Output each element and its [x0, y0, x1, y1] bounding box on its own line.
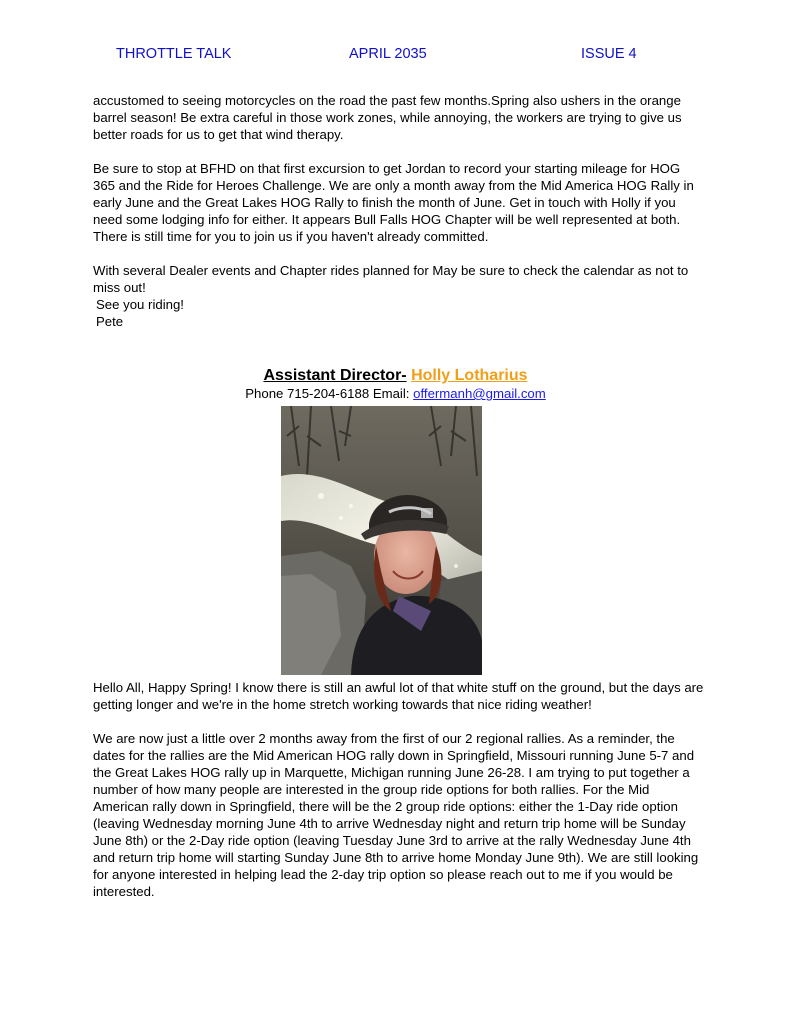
- director-paragraph-1: accustomed to seeing motorcycles on the road the past few months.Spring also ushers in the orange barrel season! Be extra careful in those work zones, while annoying, the workers are trying to give us better roads for us to get that wind therapy.: [93, 93, 682, 142]
- section-title-label: Assistant Director-: [263, 367, 407, 384]
- assistant-paragraph-2: We are now just a little over 2 months away from the first of our 2 regional rallies. As a reminder, the dates for the rallies are the Mid American HOG rally down in Springfield, Missouri running June 5-7 and the Great Lakes HOG rally up in Marquette, Michigan running June 26-28. I am trying to put together a number of how many people are interested in the group ride options for both rallies. For the Mid American rally down in Springfield, there will be the 2 group ride options: either the 1-Day ride option (leaving Wednesday morning June 4th to arrive Wednesday night and return trip home will be Sunday June 8th) or the 2-Day ride option (leaving Tuesday June 3rd to arrive at the rally Wednesday June 4th and return trip home will starting Sunday June 8th to arrive home Monday June 9th). We are still looking for anyone interested in helping lead the 2-day trip option so please reach out to me if you would be interested.: [93, 731, 699, 899]
- assistant-letter: [93, 679, 705, 900]
- director-paragraph-3-text: With several Dealer events and Chapter rides planned for May be sure to check the calendar as not to miss out!: [93, 263, 689, 295]
- header-date: APRIL 2035: [349, 46, 427, 62]
- signoff-name: Pete: [96, 314, 124, 329]
- contact-line: [0, 385, 791, 402]
- director-letter: [93, 92, 705, 330]
- portrait-photo: [281, 406, 482, 675]
- portrait-photo-illustration: [281, 406, 482, 675]
- phone-text: Phone 715-204-6188 Email:: [245, 386, 410, 401]
- assistant-paragraph-1: Hello All, Happy Spring! I know there is still an awful lot of that white stuff on the ground, but the days are getting longer and we're in the home stretch working towards that nice riding weather!: [93, 680, 704, 712]
- header-title: THROTTLE TALK: [116, 46, 232, 62]
- assistant-director-section: [0, 366, 791, 402]
- signoff-line: See you riding!: [96, 297, 184, 312]
- director-paragraph-3: [93, 262, 705, 330]
- newsletter-header: [0, 46, 791, 64]
- director-paragraph-2: Be sure to stop at BFHD on that first excursion to get Jordan to record your starting mileage for HOG 365 and the Ride for Heroes Challenge. We are only a month away from the Mid America HOG Rally in early June and the Great Lakes HOG Rally to finish the month of June. Get in touch with Holly if you need some lodging info for either. It appears Bull Falls HOG Chapter will be well represented at both. There is still time for you to join us if you haven't already committed.: [93, 161, 694, 244]
- header-issue: ISSUE 4: [581, 46, 637, 62]
- section-title: [0, 366, 791, 385]
- section-title-name: Holly Lotharius: [411, 367, 528, 384]
- email-link[interactable]: offermanh@gmail.com: [413, 386, 546, 401]
